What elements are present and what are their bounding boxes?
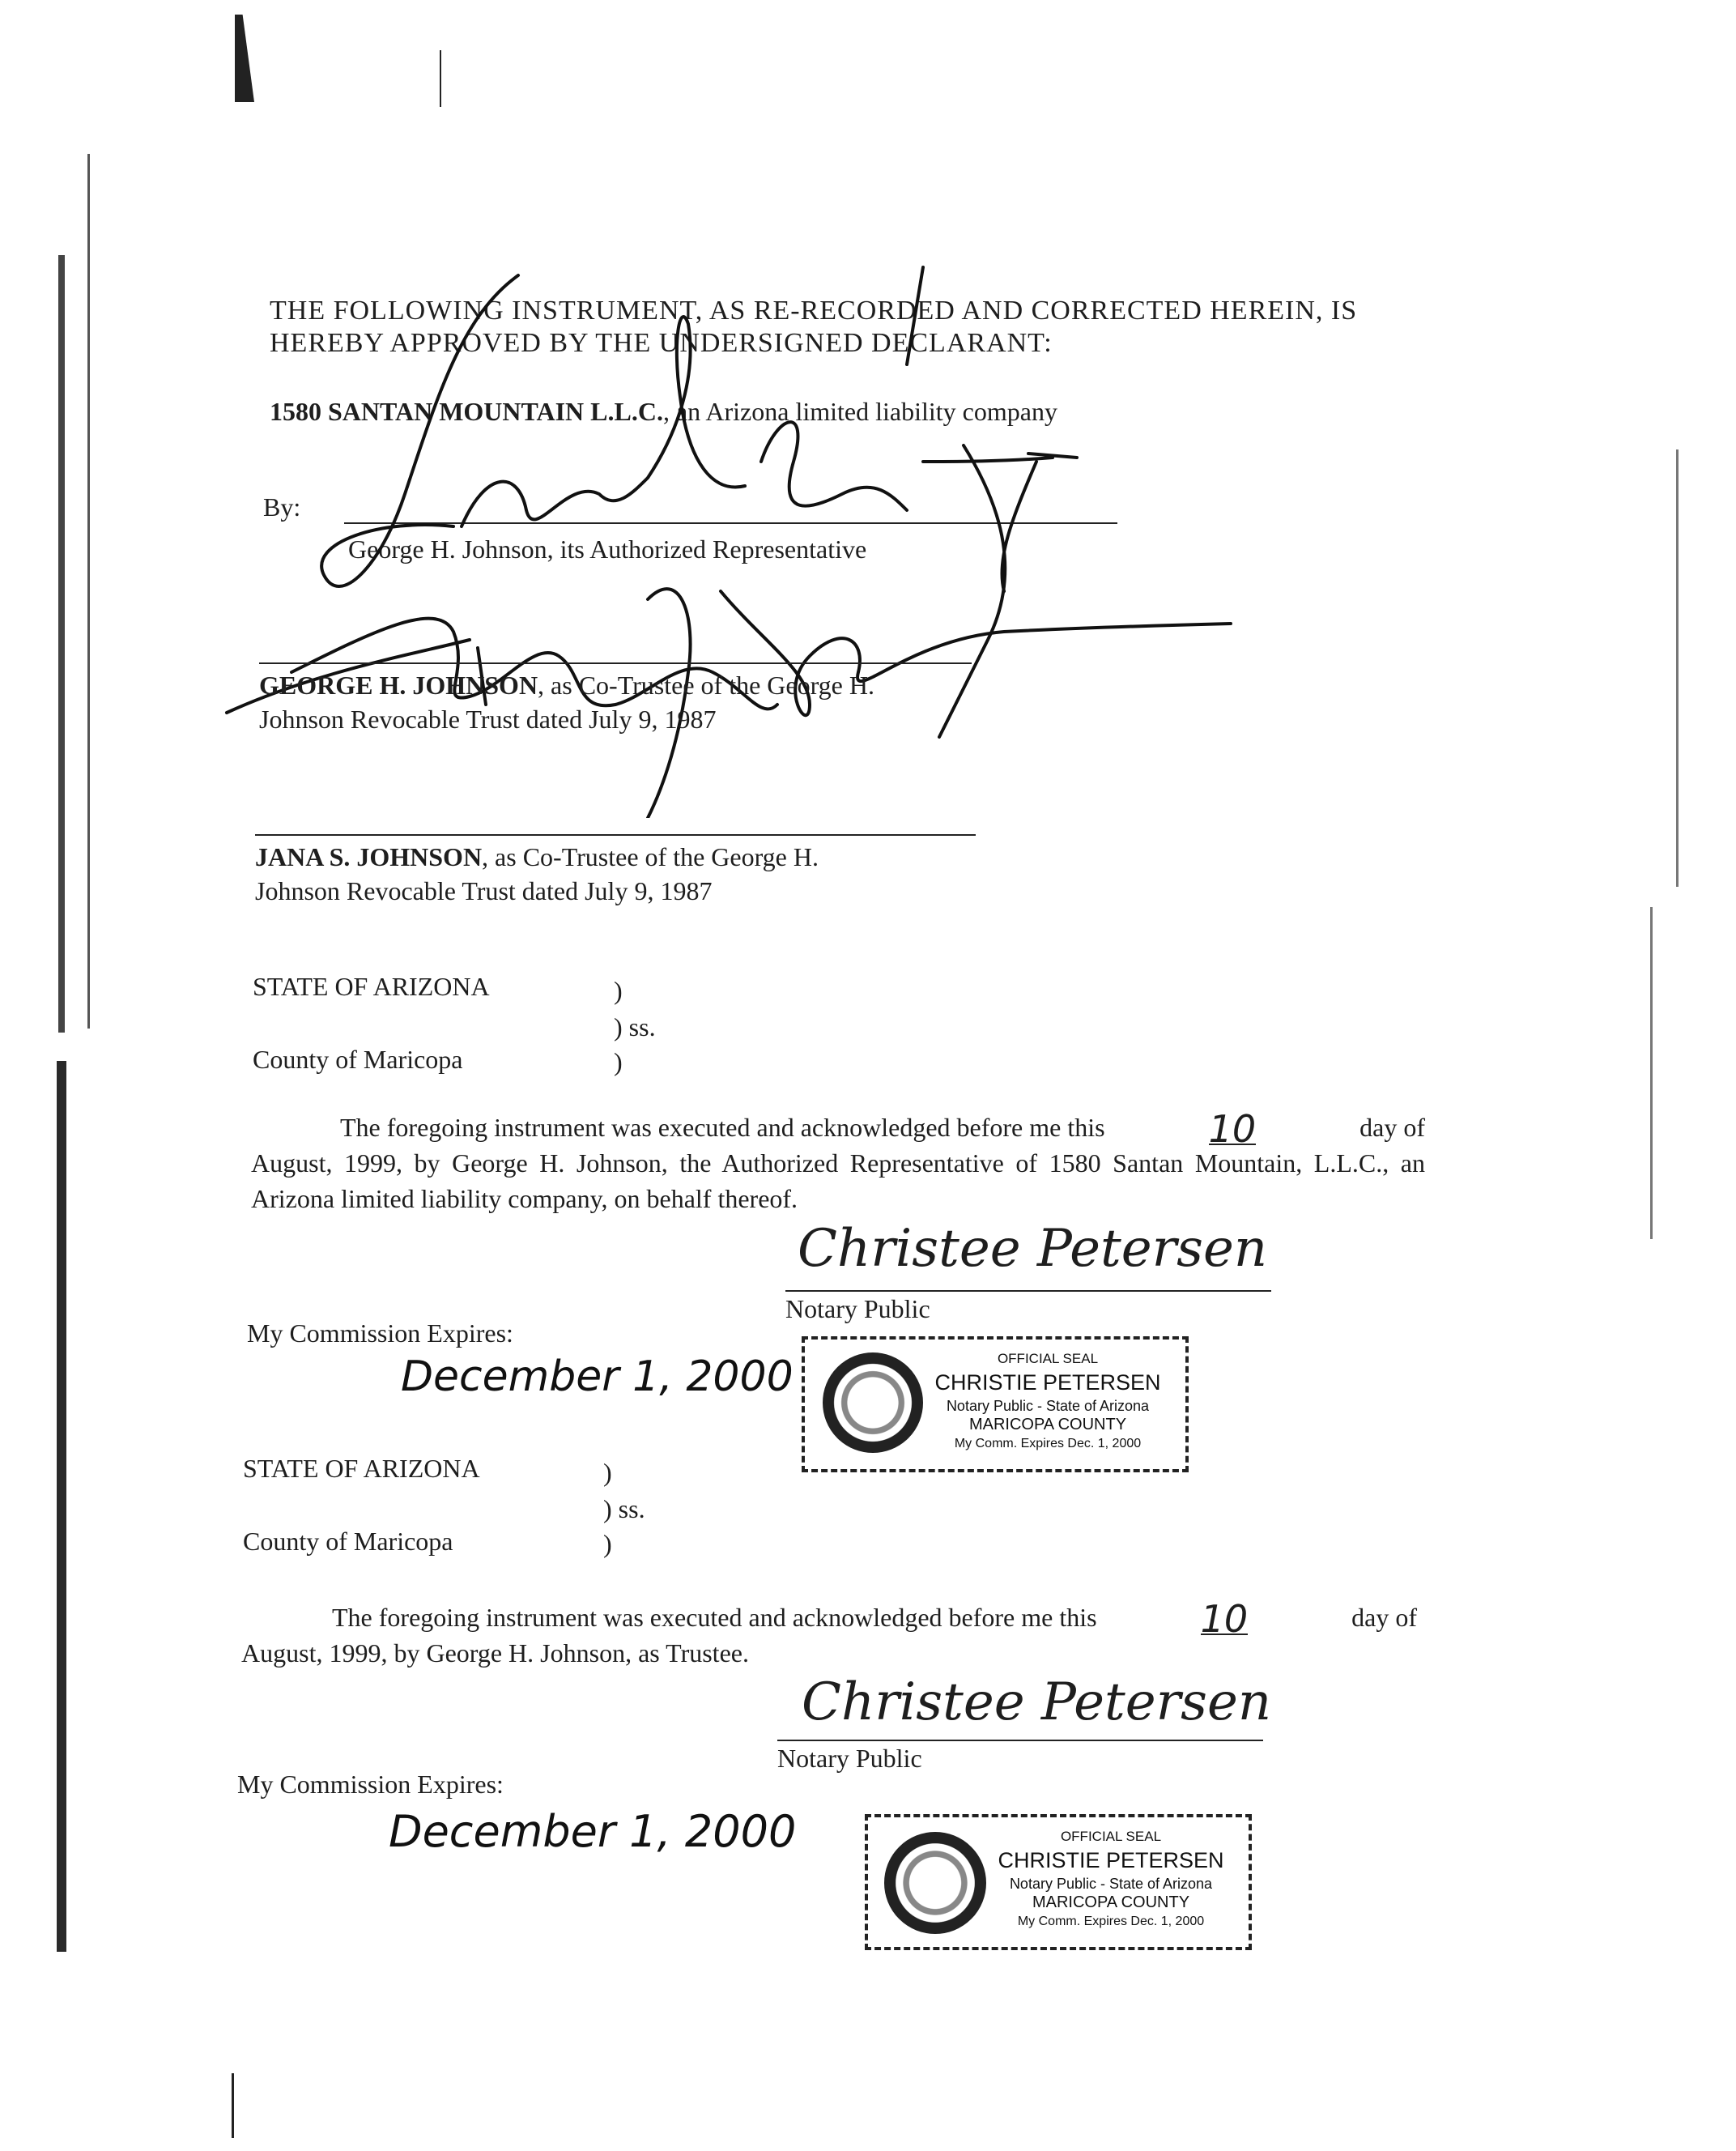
venue1-paren-1: ) bbox=[614, 976, 623, 1005]
by-label: By: bbox=[263, 492, 301, 522]
trustee1-role-1: , as Co-Trustee of the George H. bbox=[538, 671, 874, 700]
venue1-paren-2: ) bbox=[614, 1047, 623, 1076]
venue2-county: County of Maricopa bbox=[243, 1527, 453, 1556]
seal1-title: Notary Public - State of Arizona bbox=[946, 1398, 1150, 1414]
seal1-expires: My Comm. Expires Dec. 1, 2000 bbox=[954, 1437, 1142, 1450]
ack1-commission-date: December 1, 2000 bbox=[401, 1352, 794, 1401]
ack2-line1-post: day of bbox=[1351, 1603, 1417, 1632]
seal-emblem-icon bbox=[884, 1832, 986, 1934]
notary-seal-1 bbox=[802, 1336, 1189, 1472]
venue2-ss: ) ss. bbox=[603, 1494, 645, 1523]
scan-line-top bbox=[440, 50, 441, 107]
trustee2-name: JANA S. JOHNSON bbox=[255, 842, 483, 871]
scan-edge-left-4 bbox=[232, 2073, 234, 2138]
scan-edge-right-1 bbox=[1676, 449, 1679, 887]
entity-description: , an Arizona limited liability company bbox=[662, 397, 1057, 426]
scan-mark-top-left bbox=[235, 15, 254, 102]
trustee1-name: GEORGE H. JOHNSON bbox=[259, 671, 538, 700]
ack1-notary-signature: Christee Petersen bbox=[798, 1219, 1268, 1279]
rep-caption: George H. Johnson, its Authorized Representative bbox=[348, 535, 867, 564]
trustee2-signature-line bbox=[255, 834, 976, 836]
entity-name: 1580 SANTAN MOUNTAIN L.L.C. bbox=[270, 397, 663, 426]
scan-edge-left-2 bbox=[58, 255, 65, 1033]
trustee1-role-2: Johnson Revocable Trust dated July 9, 1987 bbox=[259, 705, 717, 734]
seal1-name: CHRISTIE PETERSEN bbox=[934, 1370, 1161, 1395]
seal2-title: Notary Public - State of Arizona bbox=[1009, 1876, 1213, 1892]
trustee2-role-2: Johnson Revocable Trust dated July 9, 1987 bbox=[255, 876, 713, 905]
seal2-county: MARICOPA COUNTY bbox=[1032, 1893, 1190, 1911]
ack1-notary-label: Notary Public bbox=[785, 1294, 930, 1323]
ack1-notary-line bbox=[785, 1290, 1271, 1292]
ack2-commission-label: My Commission Expires: bbox=[237, 1770, 504, 1799]
ack1-rest: August, 1999, by George H. Johnson, the Authorized Representative of 1580 Santan Mountain, L.L.C., an Arizona limited liability company, on behalf thereof. bbox=[251, 1148, 1425, 1213]
ack1-paragraph bbox=[251, 1107, 1425, 1216]
scan-edge-left-1 bbox=[87, 154, 90, 1029]
ack2-notary-label: Notary Public bbox=[777, 1744, 922, 1773]
ack2-notary-line bbox=[777, 1740, 1263, 1741]
ack2-notary-signature: Christee Petersen bbox=[802, 1672, 1272, 1732]
venue1-ss: ) ss. bbox=[614, 1012, 656, 1041]
heading-line-2: HEREBY APPROVED BY THE UNDERSIGNED DECLARANT: bbox=[270, 328, 1053, 358]
venue1-county: County of Maricopa bbox=[253, 1045, 463, 1074]
trustee1-signature-line bbox=[259, 662, 972, 664]
trustee2-role-1: , as Co-Trustee of the George H. bbox=[482, 842, 819, 871]
ack2-commission-date: December 1, 2000 bbox=[389, 1806, 797, 1857]
scan-edge-left-3 bbox=[57, 1061, 66, 1952]
seal1-official: OFFICIAL SEAL bbox=[997, 1351, 1099, 1366]
notary-seal-2 bbox=[865, 1814, 1252, 1950]
ack2-day: 10 bbox=[1200, 1597, 1249, 1641]
ack1-line1-pre: The foregoing instrument was executed and acknowledged before me this bbox=[340, 1113, 1105, 1142]
seal-emblem-icon bbox=[823, 1352, 923, 1453]
ack2-line1-pre: The foregoing instrument was executed and acknowledged before me this bbox=[332, 1603, 1097, 1632]
ack2-rest: August, 1999, by George H. Johnson, as Trustee. bbox=[241, 1638, 749, 1668]
ack1-line1-post: day of bbox=[1359, 1113, 1425, 1142]
ack1-day: 10 bbox=[1208, 1107, 1257, 1151]
heading-line-1: THE FOLLOWING INSTRUMENT, AS RE-RECORDED AND CORRECTED HEREIN, IS bbox=[270, 296, 1358, 326]
venue2-state: STATE OF ARIZONA bbox=[243, 1454, 480, 1483]
venue2-paren-1: ) bbox=[603, 1458, 612, 1487]
seal2-expires: My Comm. Expires Dec. 1, 2000 bbox=[1017, 1915, 1205, 1928]
trustee1-line-1 bbox=[259, 671, 874, 701]
scan-edge-right-2 bbox=[1650, 907, 1653, 1239]
venue2-paren-2: ) bbox=[603, 1529, 612, 1558]
ack2-paragraph bbox=[241, 1599, 1417, 1671]
seal2-official: OFFICIAL SEAL bbox=[1060, 1829, 1162, 1844]
seal1-county: MARICOPA COUNTY bbox=[968, 1416, 1127, 1433]
venue1-state: STATE OF ARIZONA bbox=[253, 972, 490, 1001]
trustee2-line-1 bbox=[255, 842, 819, 872]
ack1-commission-label: My Commission Expires: bbox=[247, 1318, 513, 1348]
seal2-name: CHRISTIE PETERSEN bbox=[998, 1848, 1224, 1872]
